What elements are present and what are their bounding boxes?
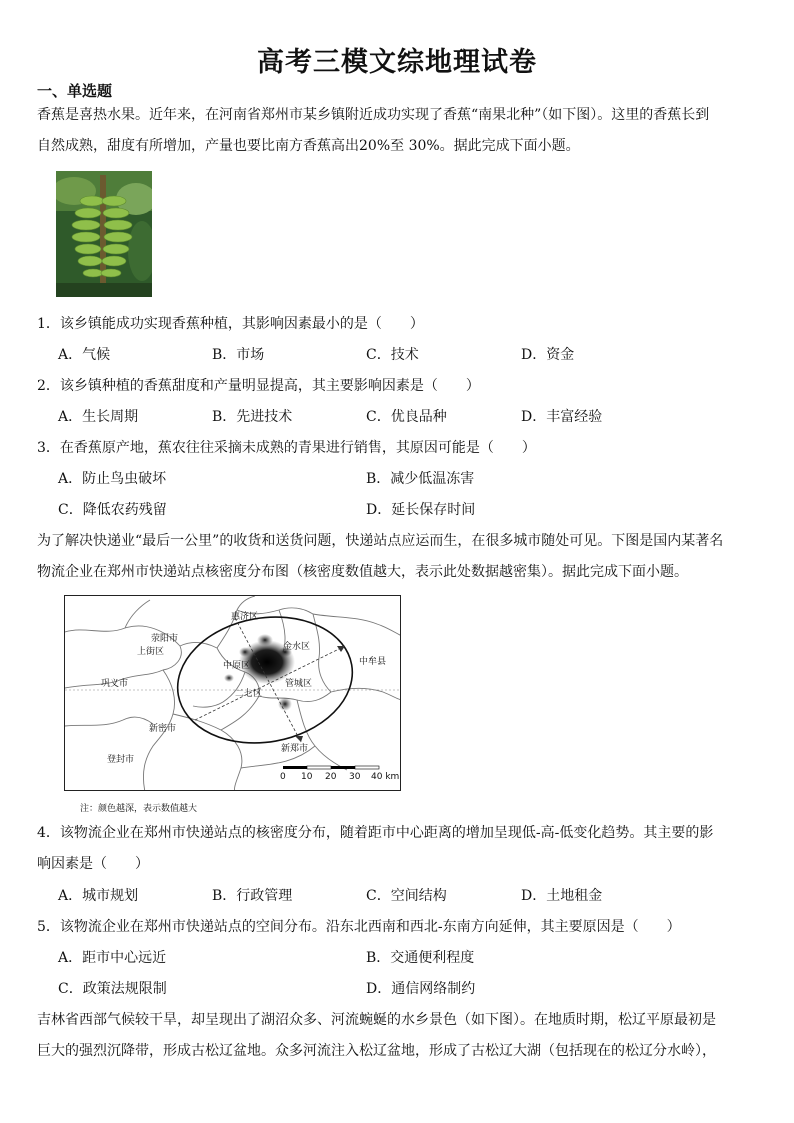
kernel-density-map <box>64 595 401 791</box>
label-erqi: 二七区 <box>235 689 263 699</box>
scale-tick: 30 <box>349 772 361 782</box>
q4-option-b[interactable]: B．行政管理 <box>212 888 293 904</box>
banana-photo <box>56 171 152 297</box>
label-huiji: 惠济区 <box>231 612 259 622</box>
passage-line: 香蕉是喜热水果。近年来，在河南省郑州市某乡镇附近成功实现了香蕉“南果北种”（如下图）。这里的香蕉长到 <box>37 107 710 123</box>
q1-option-d[interactable]: D．资金 <box>521 347 575 363</box>
section-heading: 一、单选题 <box>37 82 113 100</box>
label-jinshui: 金水区 <box>283 642 311 652</box>
passage-line: 吉林省西部气候较干旱，却呈现出了湖沼众多、河流蜿蜒的水乡景色（如下图）。在地质时期，松辽平原最初是 <box>37 1012 716 1028</box>
passage-express <box>37 526 759 588</box>
map-note: 注：颜色越深，表示数值越大 <box>80 804 198 814</box>
density-spot <box>224 674 234 682</box>
density-spot <box>257 634 273 646</box>
q2-option-c[interactable]: C．优良品种 <box>366 409 447 425</box>
q2-option-a[interactable]: A．生长周期 <box>58 409 139 425</box>
q4-option-d[interactable]: D．土地租金 <box>521 888 603 904</box>
q4-option-c[interactable]: C．空间结构 <box>366 888 447 904</box>
q1-option-b[interactable]: B．市场 <box>212 347 265 363</box>
passage-line: 为了解决快递业“最后一公里”的收货和送货问题，快递站点应运而生，在很多城市随处可见。下图是国内某著名 <box>37 533 724 549</box>
question-4 <box>37 818 759 880</box>
question-4-line: 响因素是（ ） <box>37 856 149 872</box>
question-5: 5．该物流企业在郑州市快递站点的空间分布。沿东北西南和西北-东南方向延伸，其主要原因是（ ） <box>37 919 681 935</box>
passage-jilin <box>37 1005 759 1067</box>
q5-option-d[interactable]: D．通信网络制约 <box>366 981 476 997</box>
q2-option-d[interactable]: D．丰富经验 <box>521 409 603 425</box>
label-xingyang: 荥阳市 <box>151 634 179 644</box>
q3-option-c[interactable]: C．降低农药残留 <box>58 502 167 518</box>
passage-line: 自然成熟，甜度有所增加，产量也要比南方香蕉高出20%至 30%。据此完成下面小题。 <box>37 138 580 154</box>
label-xinmi: 新密市 <box>149 724 177 734</box>
density-spot <box>239 647 251 657</box>
passage-line: 物流企业在郑州市快递站点核密度分布图（核密度数值越大，表示此处数据越密集）。据此完成下面小题。 <box>37 564 688 580</box>
label-shangjie: 上街区 <box>137 647 165 657</box>
scale-tick: 10 <box>301 772 313 782</box>
question-1: 1．该乡镇能成功实现香蕉种植，其影响因素最小的是（ ） <box>37 316 424 332</box>
q5-option-c[interactable]: C．政策法规限制 <box>58 981 167 997</box>
map-svg <box>65 596 401 791</box>
arrow-head <box>337 646 345 652</box>
label-zhongyuan: 中原区 <box>223 661 251 671</box>
q1-option-a[interactable]: A．气候 <box>58 347 111 363</box>
q2-option-b[interactable]: B．先进技术 <box>212 409 293 425</box>
q5-option-a[interactable]: A．距市中心远近 <box>58 950 167 966</box>
scale-bar <box>280 766 399 782</box>
scale-tick: 0 <box>280 772 286 782</box>
label-xinzheng: 新郑市 <box>281 744 309 754</box>
arrow-head <box>295 736 303 742</box>
page-title: 高考三模文综地理试卷 <box>257 47 537 78</box>
scale-tick: 40 km <box>371 772 400 782</box>
passage-line: 巨大的强烈沉降带，形成古松辽盆地。众多河流注入松辽盆地，形成了古松辽大湖（包括现在的松辽分水岭）， <box>37 1043 716 1059</box>
question-3: 3．在香蕉原产地，蕉农往往采摘未成熟的青果进行销售，其原因可能是（ ） <box>37 440 536 456</box>
q5-option-b[interactable]: B．交通便利程度 <box>366 950 475 966</box>
q3-option-a[interactable]: A．防止鸟虫破坏 <box>58 471 167 487</box>
label-zhongmou: 中牟县 <box>359 657 387 667</box>
q1-option-c[interactable]: C．技术 <box>366 347 419 363</box>
label-guancheng: 管城区 <box>285 679 313 689</box>
question-2: 2．该乡镇种植的香蕉甜度和产量明显提高，其主要影响因素是（ ） <box>37 378 480 394</box>
scale-tick: 20 <box>325 772 337 782</box>
q4-option-a[interactable]: A．城市规划 <box>58 888 139 904</box>
question-4-line: 4．该物流企业在郑州市快递站点的核密度分布，随着距市中心距离的增加呈现低-高-低变化趋势。其主要的影 <box>37 825 714 841</box>
q3-option-b[interactable]: B．减少低温冻害 <box>366 471 475 487</box>
density-spot <box>278 697 292 711</box>
q3-option-d[interactable]: D．延长保存时间 <box>366 502 476 518</box>
banana-image <box>56 171 152 297</box>
label-dengfeng: 登封市 <box>107 755 135 765</box>
passage-banana <box>37 100 759 162</box>
label-gongyi: 巩义市 <box>101 679 129 689</box>
